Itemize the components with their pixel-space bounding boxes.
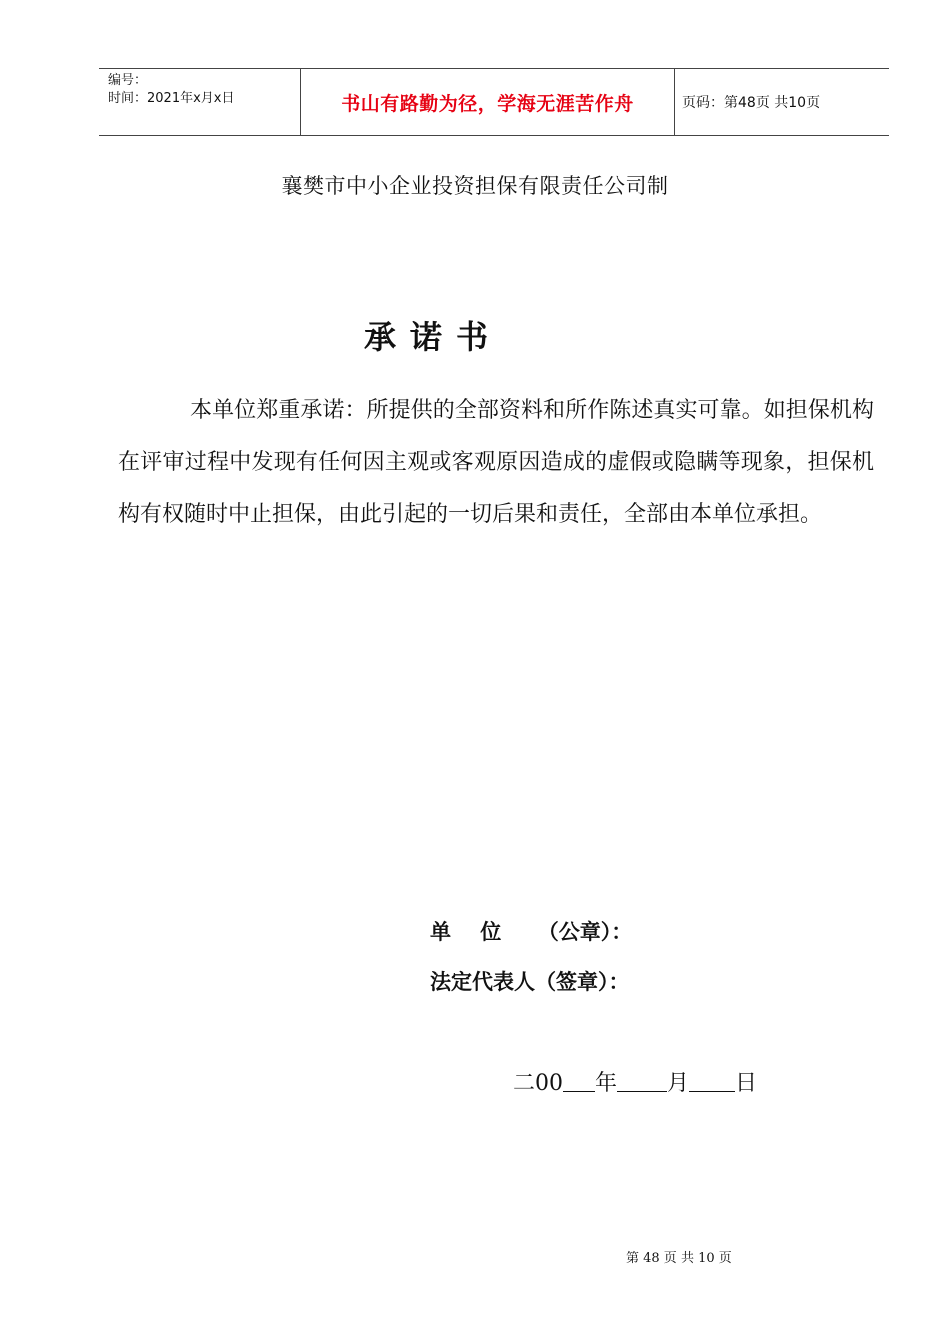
document-title: 承诺书 [363,318,502,356]
month-blank [617,1069,667,1092]
header-motto: 书山有路勤为径，学海无涯苦作舟 [301,69,675,135]
commitment-body: 本单位郑重承诺：所提供的全部资料和所作陈述真实可靠。如担保机构在评审过程中发现有任何因主观或客观原因造成的虚假或隐瞒等现象，担保机构有权随时中止担保，由此引起的一切后果和责任，全部由本单位承担。 [118,398,874,527]
date-day: 日 [735,1071,758,1096]
number-label: 编号： [108,73,148,88]
year-blank [563,1069,595,1092]
issuer-line: 襄樊市中小企业投资担保有限责任公司制 [281,174,669,198]
date-month: 月 [667,1071,690,1096]
date-line [513,1066,757,1097]
page-header [99,68,889,136]
legal-rep-signature-label: 法定代表人（签章）： [430,970,630,994]
page-footer: 第 48 页 共 10 页 [626,1251,732,1266]
date-prefix: 二00 [513,1071,563,1096]
header-meta [99,69,301,135]
time-label: 时间：2021年x月x日 [108,91,235,106]
date-year: 年 [595,1071,618,1096]
day-blank [689,1069,735,1092]
unit-seal-label: 单 位 （公章）： [430,920,633,944]
header-page-info: 页码：第48页 共10页 [682,95,821,111]
